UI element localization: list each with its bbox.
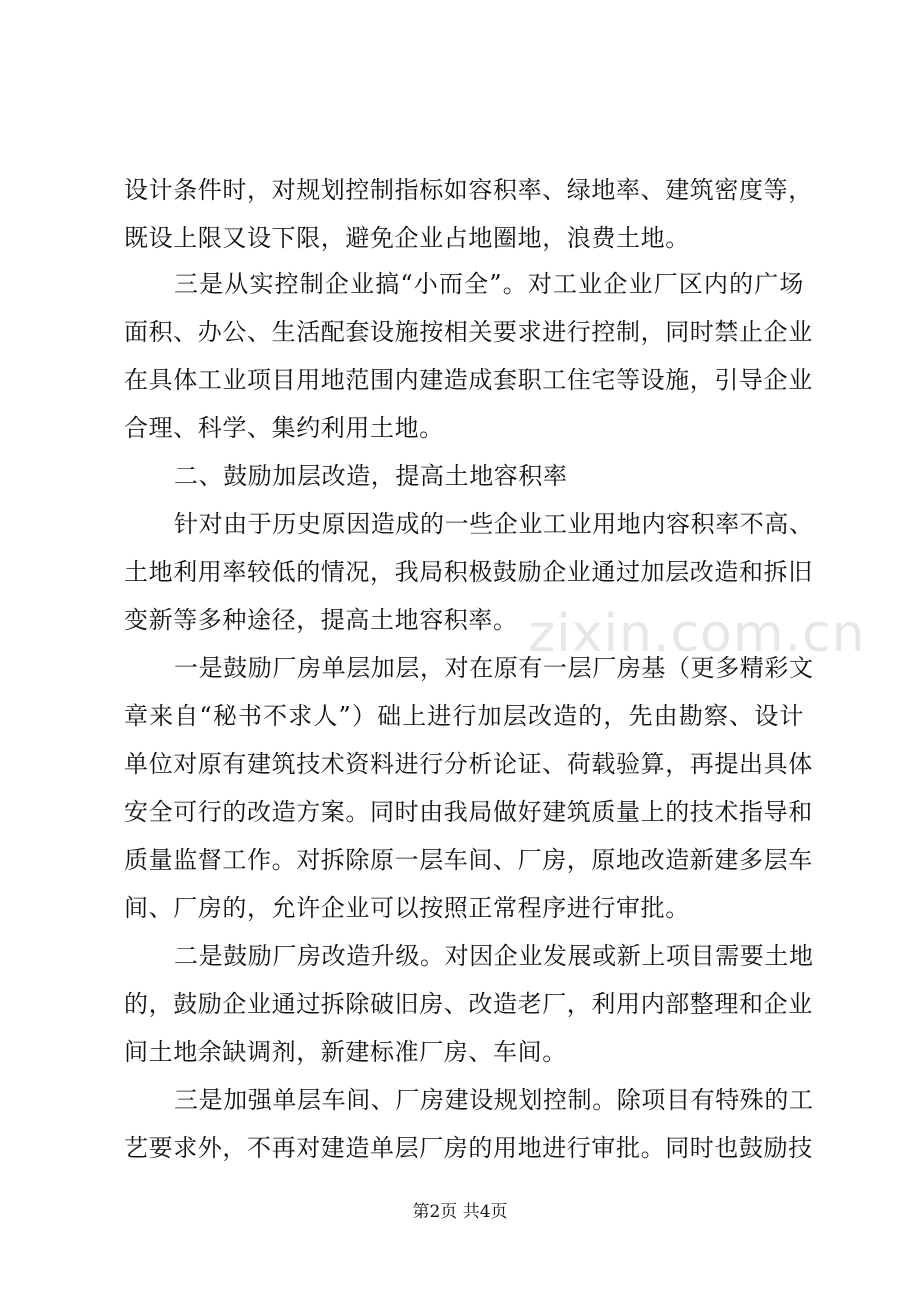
- text-line: 安全可行的改造方案。同时由我局做好建筑质量上的技术指导和: [124, 798, 813, 826]
- text-line: 间、厂房的，允许企业可以按照正常程序进行审批。: [124, 894, 690, 922]
- text-line: 面积、办公、生活配套设施按相关要求进行控制，同时禁止企业: [124, 318, 813, 346]
- text-line: 的，鼓励企业通过拆除破旧房、改造老厂，利用内部整理和企业: [124, 990, 813, 1018]
- section-heading: 二、鼓励加层改造，提高土地容积率: [174, 462, 568, 490]
- text-line: 质量监督工作。对拆除原一层车间、厂房，原地改造新建多层车: [124, 846, 813, 874]
- text-line: 二是鼓励厂房改造升级。对因企业发展或新上项目需要土地: [174, 942, 814, 970]
- text-line: 间土地余缺调剂，新建标准厂房、车间。: [124, 1038, 567, 1066]
- text-line: 三是加强单层车间、厂房建设规划控制。除项目有特殊的工: [174, 1086, 814, 1114]
- text-line: 三是从实控制企业搞“小而全”。对工业企业厂区内的广场: [174, 270, 804, 298]
- text-line: 艺要求外，不再对建造单层厂房的用地进行审批。同时也鼓励技: [124, 1134, 813, 1162]
- text-line: 合理、科学、集约利用土地。: [124, 414, 444, 442]
- text-line: 在具体工业项目用地范围内建造成套职工住宅等设施，引导企业: [124, 366, 813, 394]
- page-footer: 第2页 共4页: [412, 1202, 508, 1222]
- watermark: zixin.com.cn: [528, 604, 866, 664]
- text-line: 章来自“秘书不求人”）础上进行加层改造的，先由勘察、设计: [124, 702, 804, 730]
- text-line: 既设上限又设下限，避免企业占地圈地，浪费土地。: [124, 224, 690, 252]
- text-line: 设计条件时，对规划控制指标如容积率、绿地率、建筑密度等，: [124, 176, 813, 204]
- text-line: 土地利用率较低的情况，我局积极鼓励企业通过加层改造和拆旧: [124, 558, 813, 586]
- text-line: 针对由于历史原因造成的一些企业工业用地内容积率不高、: [174, 510, 814, 538]
- text-line: 单位对原有建筑技术资料进行分析论证、荷载验算，再提出具体: [124, 750, 813, 778]
- text-line: 一是鼓励厂房单层加层，对在原有一层厂房基（更多精彩文: [174, 654, 814, 682]
- text-line: 变新等多种途径，提高土地容积率。: [124, 606, 518, 634]
